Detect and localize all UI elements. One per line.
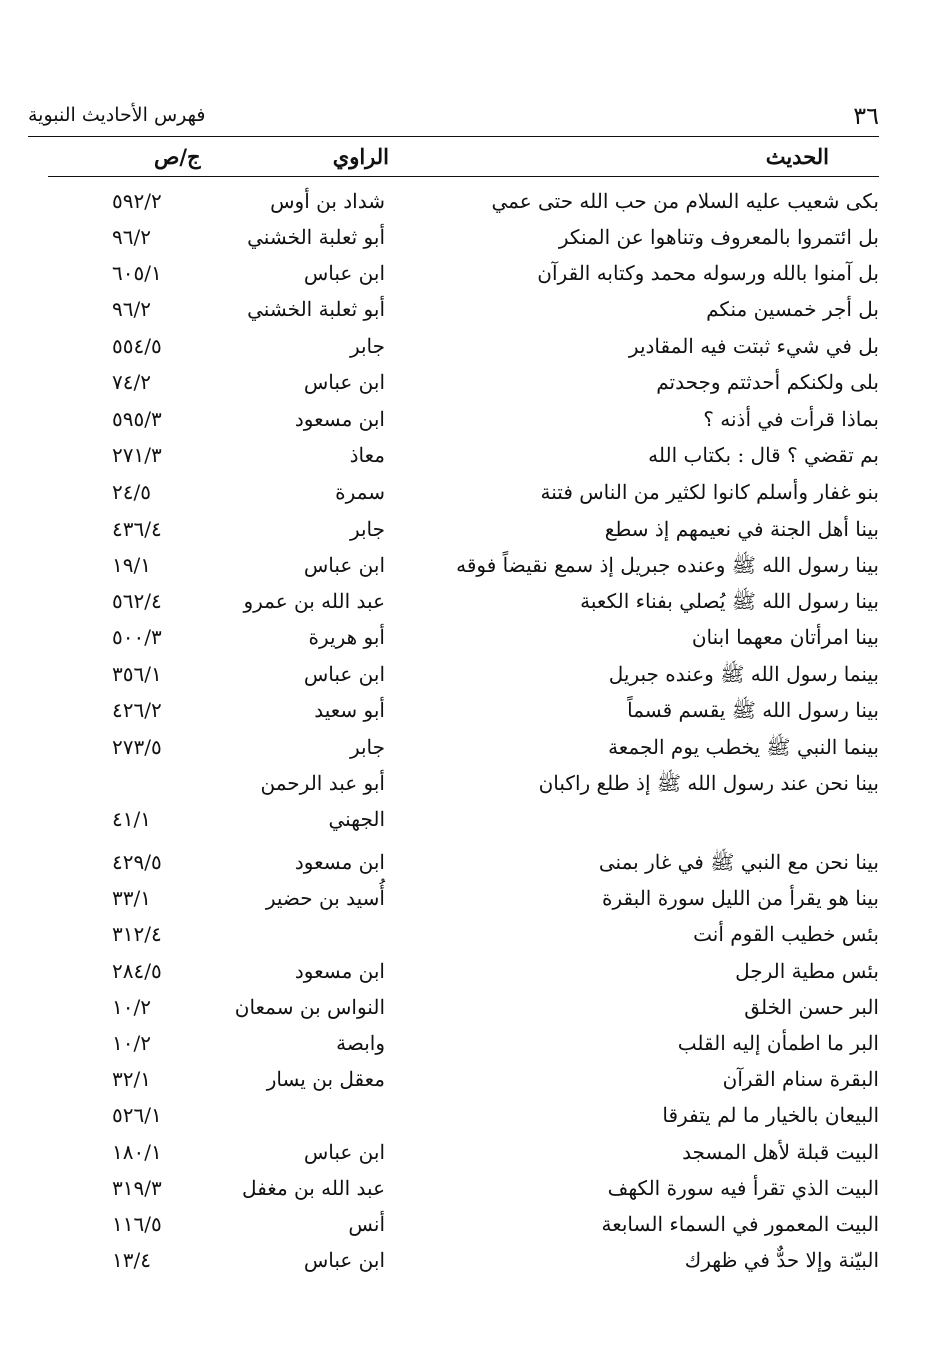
table-row (0, 1243, 947, 1279)
hadith-text: بكى شعيب عليه السلام من حب الله حتى عمي (491, 189, 879, 213)
volume-page-ref: ١٠/٢ (112, 995, 151, 1019)
narrator-name: ابن عباس (303, 662, 385, 686)
volume-page-ref: ٢٧٣/٥ (112, 735, 162, 759)
table-row (0, 1207, 947, 1243)
running-title: فهرس الأحاديث النبوية (28, 104, 206, 126)
volume-page-ref: ٥٩٥/٣ (112, 407, 162, 431)
volume-page-ref: ٥٢٦/١ (112, 1103, 162, 1127)
volume-page-ref: ٥٥٤/٥ (112, 334, 162, 358)
volume-page-ref: ٩٦/٢ (112, 225, 151, 249)
volume-page-ref: ٤٢٩/٥ (112, 850, 162, 874)
table-row (0, 1171, 947, 1207)
table-row (0, 584, 947, 620)
narrator-name: شداد بن أوس (270, 189, 385, 213)
volume-page-ref: ٤٢٦/٢ (112, 698, 162, 722)
narrator-name: أبو هريرة (308, 625, 385, 649)
narrator-name: النواس بن سمعان (234, 995, 385, 1019)
hadith-text: البيت قبلة لأهل المسجد (682, 1140, 879, 1164)
hadith-text: بلى ولكنكم أحدثتم وجحدتم (656, 370, 879, 394)
table-row (0, 438, 947, 474)
volume-page-ref: ١٨٠/١ (112, 1140, 162, 1164)
narrator-name: جابر (349, 334, 385, 358)
volume-page-ref: ٣٣/١ (112, 886, 151, 910)
table-row (0, 657, 947, 693)
narrator-name: ابن عباس (303, 1248, 385, 1272)
page-number: ٣٦ (853, 102, 879, 130)
hadith-text: بينا رسول الله ﷺ يُصلي بفناء الكعبة (580, 589, 879, 613)
volume-page-ref: ٣٥٦/١ (112, 662, 162, 686)
table-row (0, 693, 947, 729)
table-row (0, 365, 947, 401)
narrator-name: ابن عباس (303, 1140, 385, 1164)
volume-page-ref: ٤٣٦/٤ (112, 517, 162, 541)
hadith-text: بم تقضي ؟ قال : بكتاب الله (648, 443, 879, 467)
table-row (0, 1062, 947, 1098)
narrator-name: أبو سعيد (314, 698, 385, 722)
narrator-name: جابر (349, 735, 385, 759)
hadith-text: بماذا قرأت في أذنه ؟ (703, 407, 879, 431)
column-header-hadith: الحديث (765, 144, 829, 169)
volume-page-ref: ٥٦٢/٤ (112, 589, 162, 613)
hadith-text: بينا نحن عند رسول الله ﷺ إذ طلع راكبان (538, 771, 879, 795)
narrator-name: أبو ثعلبة الخشني (247, 297, 385, 321)
volume-page-ref: ٣١٢/٤ (112, 922, 162, 946)
volume-page-ref: ٥٩٢/٢ (112, 189, 162, 213)
page-header (28, 100, 879, 137)
hadith-text: بل أجر خمسين منكم (706, 297, 879, 321)
narrator-name: معاذ (349, 443, 385, 467)
hadith-text: بل ائتمروا بالمعروف وتناهوا عن المنكر (558, 225, 879, 249)
narrator-name: وابصة (336, 1031, 385, 1055)
volume-page-ref: ١٠/٢ (112, 1031, 151, 1055)
narrator-name: عبد الله بن مغفل (242, 1176, 385, 1200)
table-row (0, 1135, 947, 1171)
volume-page-ref: ٩٦/٢ (112, 297, 151, 321)
hadith-text: البيعان بالخيار ما لم يتفرقا (662, 1103, 879, 1127)
hadith-text: بينا أهل الجنة في نعيمهم إذ سطع (604, 517, 879, 541)
hadith-text: البيّنة وإلا حدٌّ في ظهرك (684, 1248, 879, 1272)
narrator-name: سمرة (335, 480, 385, 504)
narrator-name: ابن عباس (303, 370, 385, 394)
volume-page-ref: ١١٦/٥ (112, 1212, 162, 1236)
hadith-text: بل آمنوا بالله ورسوله محمد وكتابه القرآن (537, 261, 879, 285)
table-row (0, 220, 947, 256)
narrator-name: ابن مسعود (294, 959, 385, 983)
volume-page-ref: ٤١/١ (112, 807, 151, 831)
narrator-name: عبد الله بن عمرو (243, 589, 385, 613)
table-row (0, 802, 947, 838)
table-row (0, 990, 947, 1026)
narrator-name: أبو ثعلبة الخشني (247, 225, 385, 249)
column-header-narrator: الراوي (332, 144, 389, 169)
volume-page-ref: ١٣/٤ (112, 1248, 151, 1272)
narrator-name: ابن مسعود (294, 850, 385, 874)
table-row (0, 329, 947, 365)
volume-page-ref: ١٩/١ (112, 553, 151, 577)
narrator-name: جابر (349, 517, 385, 541)
narrator-name: أبو عبد الرحمن (260, 771, 385, 795)
volume-page-ref: ٣٢/١ (112, 1067, 151, 1091)
narrator-name: الجهني (328, 807, 385, 831)
volume-page-ref: ٦٠٥/١ (112, 261, 162, 285)
table-row (0, 730, 947, 766)
hadith-text: البقرة سنام القرآن (722, 1067, 879, 1091)
volume-page-ref: ٢٧١/٣ (112, 443, 162, 467)
volume-page-ref: ٢٨٤/٥ (112, 959, 162, 983)
table-row (0, 512, 947, 548)
hadith-text: بينا امرأتان معهما ابنان (691, 625, 879, 649)
hadith-text: البر ما اطمأن إليه القلب (677, 1031, 879, 1055)
hadith-text: بينا رسول الله ﷺ وعنده جبريل إذ سمع نقيضاً فوقه (456, 553, 879, 577)
table-row (0, 256, 947, 292)
table-row (0, 954, 947, 990)
table-row (0, 292, 947, 328)
table-row (0, 1098, 947, 1134)
table-row (0, 881, 947, 917)
narrator-name: أُسيد بن حضير (265, 886, 385, 910)
table-row (0, 620, 947, 656)
narrator-name: ابن عباس (303, 553, 385, 577)
column-headers (48, 144, 879, 177)
hadith-text: بئس خطيب القوم أنت (693, 922, 879, 946)
hadith-text: بل في شيء ثبتت فيه المقادير (628, 334, 879, 358)
table-row (0, 1026, 947, 1062)
volume-page-ref: ٥٠٠/٣ (112, 625, 162, 649)
narrator-name: ابن مسعود (294, 407, 385, 431)
table-row (0, 548, 947, 584)
table-row (0, 402, 947, 438)
hadith-text: بينما رسول الله ﷺ وعنده جبريل (608, 662, 879, 686)
hadith-text: البيت الذي تقرأ فيه سورة الكهف (607, 1176, 879, 1200)
table-row (0, 917, 947, 953)
hadith-text: بينا هو يقرأ من الليل سورة البقرة (602, 886, 879, 910)
volume-page-ref: ٧٤/٢ (112, 370, 151, 394)
volume-page-ref: ٣١٩/٣ (112, 1176, 162, 1200)
narrator-name: معقل بن يسار (266, 1067, 385, 1091)
table-row (0, 184, 947, 220)
volume-page-ref: ٢٤/٥ (112, 480, 151, 504)
table-row (0, 845, 947, 881)
hadith-text: بئس مطية الرجل (735, 959, 879, 983)
hadith-text: البيت المعمور في السماء السابعة (601, 1212, 879, 1236)
narrator-name: أنس (348, 1212, 385, 1236)
table-row (0, 766, 947, 802)
hadith-text: بينا نحن مع النبي ﷺ في غار بمنى (598, 850, 879, 874)
hadith-text: البر حسن الخلق (744, 995, 879, 1019)
hadith-text: بنو غفار وأسلم كانوا لكثير من الناس فتنة (540, 480, 879, 504)
narrator-name: ابن عباس (303, 261, 385, 285)
hadith-text: بينا رسول الله ﷺ يقسم قسماً (627, 698, 879, 722)
hadith-text: بينما النبي ﷺ يخطب يوم الجمعة (608, 735, 879, 759)
table-row (0, 475, 947, 511)
column-header-reference: ج/ص (154, 144, 201, 169)
